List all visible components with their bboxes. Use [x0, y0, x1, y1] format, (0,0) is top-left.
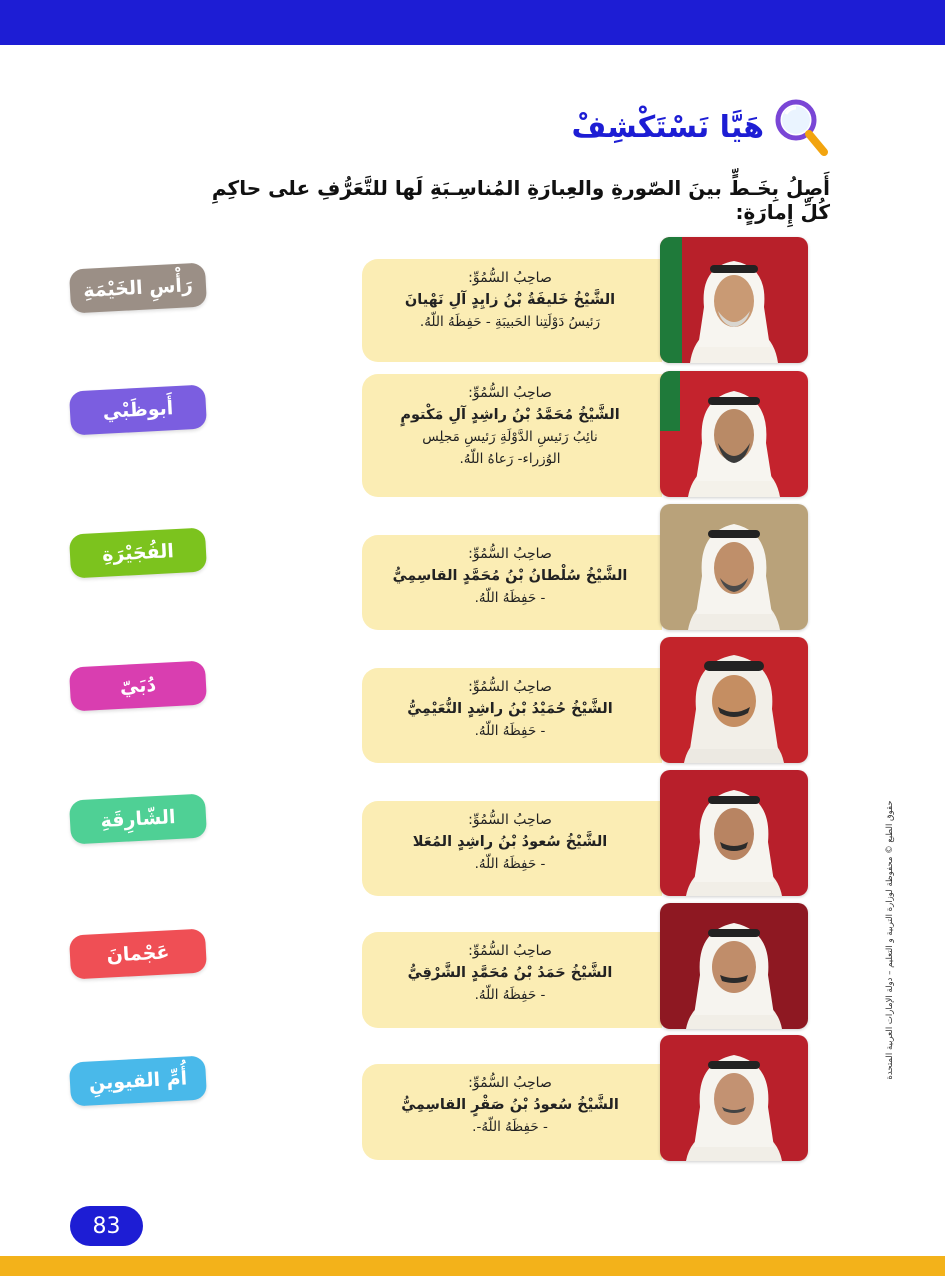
ruler-portrait[interactable]	[660, 371, 808, 497]
honorific: صاحِبُ السُّمُوِّ:	[468, 679, 552, 695]
copyright-text: حقوق الطبع © محفوظة لوزارة التربية و التعليم – دولة الإمارات العربية المتحدة	[885, 800, 895, 1080]
honorific: صاحِبُ السُّمُوِّ:	[468, 546, 552, 562]
section-header	[572, 96, 831, 158]
ruler-card[interactable]	[362, 801, 662, 896]
ruler-portrait[interactable]	[660, 1035, 808, 1161]
ruler-description: - حَفِظَهُ اللّهُ.	[474, 723, 546, 739]
emirate-label-text: أَبوظَبْي	[102, 397, 174, 423]
ruler-card[interactable]	[362, 374, 662, 497]
ruler-card[interactable]	[362, 1064, 662, 1160]
honorific: صاحِبُ السُّمُوِّ:	[468, 1075, 552, 1091]
honorific: صاحِبُ السُّمُوِّ:	[468, 270, 552, 286]
honorific: صاحِبُ السُّمُوِّ:	[468, 385, 552, 401]
emirate-label-text: عَجْمانَ	[106, 941, 170, 967]
ruler-portrait[interactable]	[660, 237, 808, 363]
page-title: هَيَّا نَسْتَكْشِفْ	[571, 109, 764, 145]
instruction-text: أَصِلُ بِخَـطٍّ بينَ الصّورةِ والعِبارَةِ المُناسِـبَةِ لَها للتَّعَرُّفِ على حاكِمِ كُلِّ إِمارَةٍ:	[211, 176, 830, 224]
ruler-portrait[interactable]	[660, 903, 808, 1029]
ruler-description: نائِبُ رَئيسِ الدَّوْلَةِ رَئيسِ مَجلِس	[422, 429, 598, 445]
emirate-label-sharjah[interactable]	[69, 793, 207, 844]
magnifier-icon	[772, 96, 830, 158]
emirate-label-text: الشّارِقَةِ	[99, 806, 177, 832]
ruler-description: - حَفِظَهُ اللّهُ.	[474, 987, 546, 1003]
ruler-name: الشَّيْخُ سُعودُ بْنُ صَقْرٍ القاسِمِيُّ	[401, 1097, 619, 1113]
ruler-portrait[interactable]	[660, 770, 808, 896]
emirate-label-fujairah[interactable]	[69, 527, 207, 578]
ruler-name: الشَّيْخُ حَمَدُ بْنُ مُحَمَّدٍ الشَّرْقِيُّ	[407, 965, 613, 981]
ruler-name: الشَّيْخُ حُمَيْدُ بْنُ راشِدٍ النُّعَيْمِيُّ	[407, 701, 613, 717]
page-number: 83	[70, 1206, 143, 1246]
emirate-label-text: رَأْسِ الخَيْمَةِ	[82, 274, 194, 302]
copyright-note	[880, 800, 900, 1080]
honorific: صاحِبُ السُّمُوِّ:	[468, 812, 552, 828]
ruler-description: - حَفِظَهُ اللّهُ.	[474, 590, 546, 606]
ruler-card[interactable]	[362, 535, 662, 630]
ruler-description: - حَفِظَهُ اللّهُ-.	[472, 1119, 548, 1135]
bottom-banner	[0, 1256, 945, 1276]
ruler-name: الشَّيْخُ خَليفَةُ بْنُ زايِدٍ آلِ نَهْيانَ	[404, 292, 616, 308]
emirate-label-text: الفُجَيْرَةِ	[101, 540, 175, 566]
ruler-portrait[interactable]	[660, 504, 808, 630]
emirate-label-abu-dhabi[interactable]	[69, 384, 207, 435]
emirate-label-ras-al-khaimah[interactable]	[69, 262, 207, 313]
emirate-label-text: أُمِّ القيوينِ	[88, 1067, 188, 1095]
ruler-card[interactable]	[362, 259, 662, 362]
ruler-portrait[interactable]	[660, 637, 808, 763]
emirate-label-text: دُبَيّ	[119, 674, 157, 698]
ruler-description: رَئيسُ دَوْلَتِنا الحَبيبَةِ - حَفِظَهُ اللّهُ.	[419, 314, 601, 330]
ruler-name: الشَّيْخُ مُحَمَّدُ بْنُ راشِدٍ آلِ مَكْتومٍ	[400, 407, 620, 423]
ruler-name: الشَّيْخُ سُلْطانُ بْنُ مُحَمَّدٍ القاسِمِيُّ	[392, 568, 628, 584]
emirate-label-umm-al-quwain[interactable]	[69, 1055, 207, 1106]
ruler-description: - حَفِظَهُ اللّهُ.	[474, 856, 546, 872]
ruler-card[interactable]	[362, 668, 662, 763]
top-banner	[0, 0, 945, 45]
ruler-name: الشَّيْخُ سُعودُ بْنُ راشِدٍ المُعَلا	[412, 834, 608, 850]
ruler-description: الوُزراء- رَعاهُ اللّهُ.	[459, 451, 561, 467]
emirate-label-dubai[interactable]	[69, 660, 207, 711]
ruler-card[interactable]	[362, 932, 662, 1028]
emirate-label-ajman[interactable]	[69, 928, 207, 979]
honorific: صاحِبُ السُّمُوِّ:	[468, 943, 552, 959]
